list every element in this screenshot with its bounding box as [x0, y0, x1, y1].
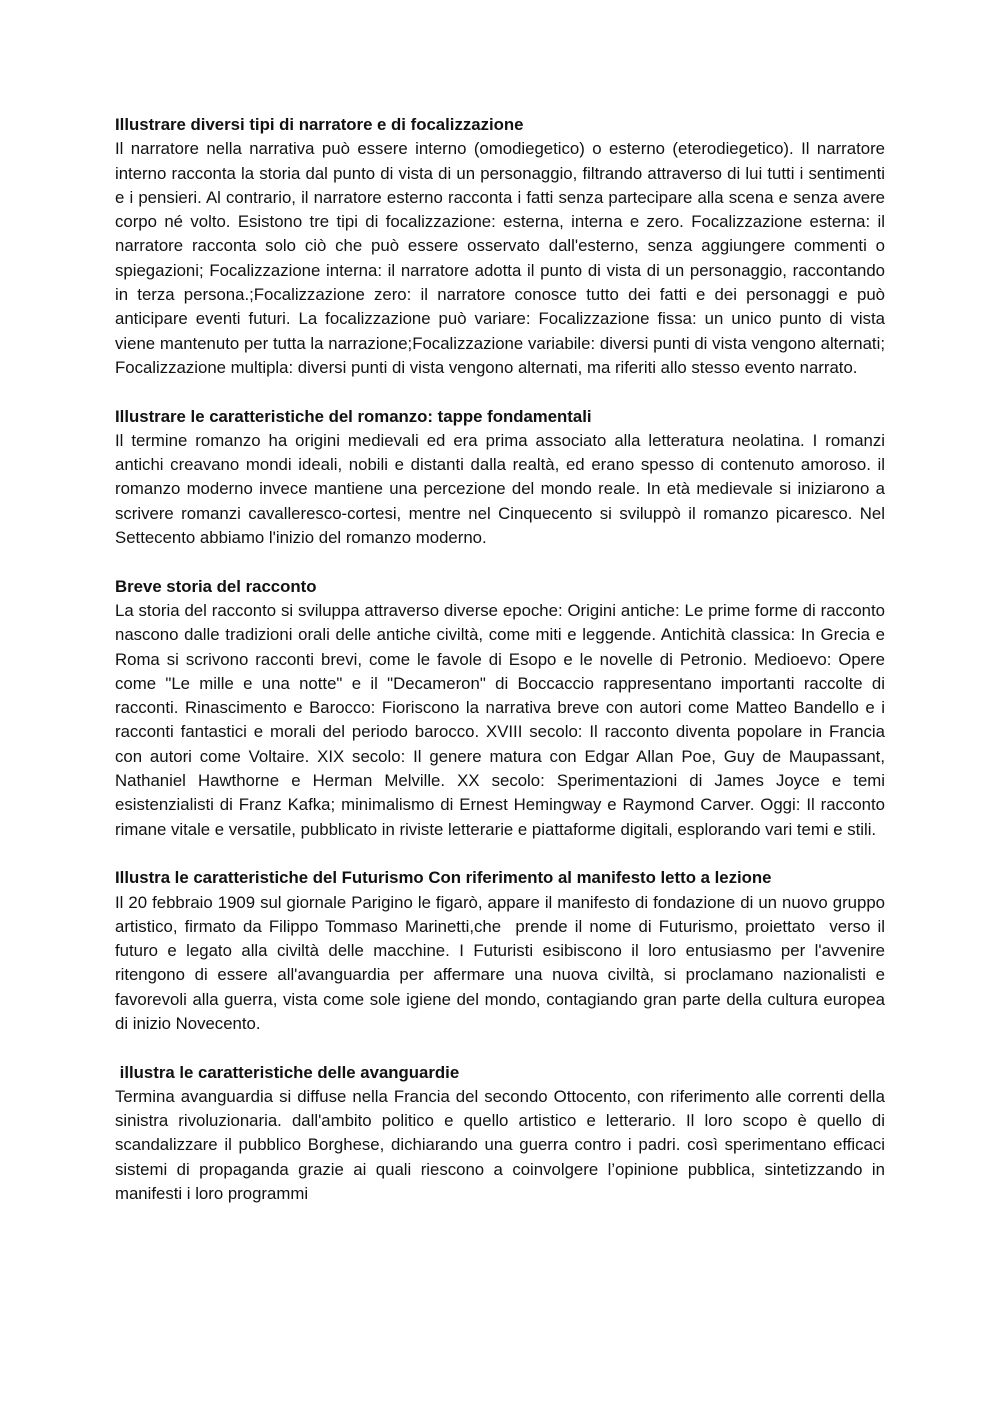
section-heading: Illustra le caratteristiche del Futurismo Con riferimento al manifesto letto a lezione: [115, 868, 772, 888]
section-storia-racconto: [115, 575, 890, 842]
section-paragraph: Il termine romanzo ha origini medievali ed era prima associato alla letteratura neolatina. I romanzi antichi creavano mondi ideali, nobili e distanti dalla realtà, ed erano spesso di contenuto amoroso. il romanzo moderno invece mantiene una percezione del mondo reale. In età medievale si iniziarono a scrivere romanzi cavalleresco-cortesi, mentre nel Cinquecento si sviluppò il romanzo picaresco. Nel Settecento abbiamo l'inizio del romanzo moderno.: [115, 430, 890, 548]
section-avanguardie: [115, 1061, 895, 1207]
section-heading: Illustrare le caratteristiche del romanzo: tappe fondamentali: [115, 406, 592, 426]
section-heading: Illustrare diversi tipi di narratore e di focalizzazione: [115, 115, 524, 134]
section-romanzo: [115, 405, 890, 551]
section-paragraph: La storia del racconto si sviluppa attraverso diverse epoche: Origini antiche: Le prime forme di racconto nascono dalle tradizioni orali delle antiche civiltà, come miti e leggende. Antichità classica: In Grecia e Roma si scrivono racconti brevi, come le favole di Esopo e le novelle di Petronio. Medioevo: Opere come "Le mille e una notte" e il "Decameron" di Boccaccio rappresentano importanti raccolte di racconti. Rinascimento e Barocco: Fioriscono la narrativa breve con autori come Matteo Bandello e i racconti fantastici e morali del periodo barocco. XVIII secolo: Il racconto diventa popolare in Francia con autori come Voltaire. XIX secolo: Il genere matura con Edgar Allan Poe, Guy de Maupassant, Nathaniel Hawthorne e Herman Melville. XX secolo: Sperimentazioni di James Joyce e temi esistenzialisti di Franz Kafka; minimalismo di Ernest Hemingway e Raymond Carver. Oggi: Il racconto rimane vitale e versatile, pubblicato in riviste letterarie e piattaforme digitali, esplorando vari temi e stili.: [115, 600, 890, 839]
section-narratore-focalizzazione: [115, 113, 890, 380]
section-paragraph: Termina avanguardia si diffuse nella Francia del secondo Ottocento, con riferimento alle correnti della sinistra rivoluzionaria. dall'ambito politico e quello artistico e letterario. Il loro scopo è quello di scandalizzare il pubblico Borghese, dichiarando una guerra contro i padri. così sperimentano efficaci sistemi di propaganda grazie ai quali riescono a coinvolgere l’opinione pubblica, sintetizzando in manifesti i loro programmi: [115, 1086, 895, 1204]
section-heading: illustra le caratteristiche delle avanguardie: [115, 1062, 460, 1082]
document-page: [115, 113, 895, 1231]
section-paragraph: Il narratore nella narrativa può essere interno (omodiegetico) o esterno (eterodiegetico). Il narratore interno racconta la storia dal punto di vista di un personaggio, filtrando attraverso di lui tutti i sentimenti e i pensieri. Al contrario, il narratore esterno racconta i fatti senza partecipare alla scena e senza avere corpo né volto. Esistono tre tipi di focalizzazione: esterna, interna e zero. Focalizzazione esterna: il narratore racconta solo ciò che può essere osservato dall'esterno, senza aggiungere commenti o spiegazioni; Focalizzazione interna: il narratore adotta il punto di vista di un personaggio, raccontando in terza persona.;Focalizzazione zero: il narratore conosce tutto dei fatti e dei personaggi e può anticipare eventi futuri. La focalizzazione può variare: Focalizzazione fissa: un unico punto di vista viene mantenuto per tutta la narrazione;Focalizzazione variabile: diversi punti di vista vengono alternati; Focalizzazione multipla: diversi punti di vista vengono alternati, ma riferiti allo stesso evento narrato.: [115, 139, 890, 377]
section-heading: Breve storia del racconto: [115, 576, 317, 596]
section-futurismo: [115, 866, 890, 1036]
section-paragraph: Il 20 febbraio 1909 sul giornale Parigino le figarò, appare il manifesto di fondazione di un nuovo gruppo artistico, firmato da Filippo Tommaso Marinetti,che prende il nome di Futurismo, proiettato verso il futuro e legato alla civiltà delle macchine. I Futuristi esibiscono il loro entusiasmo per l'avvenire ritengono di essere all'avanguardia per affermare una nuova civiltà, si proclamano nazionalisti e favorevoli alla guerra, vista come sole igiene del mondo, contagiando gran parte della cultura europea di inizio Novecento.: [115, 892, 890, 1033]
